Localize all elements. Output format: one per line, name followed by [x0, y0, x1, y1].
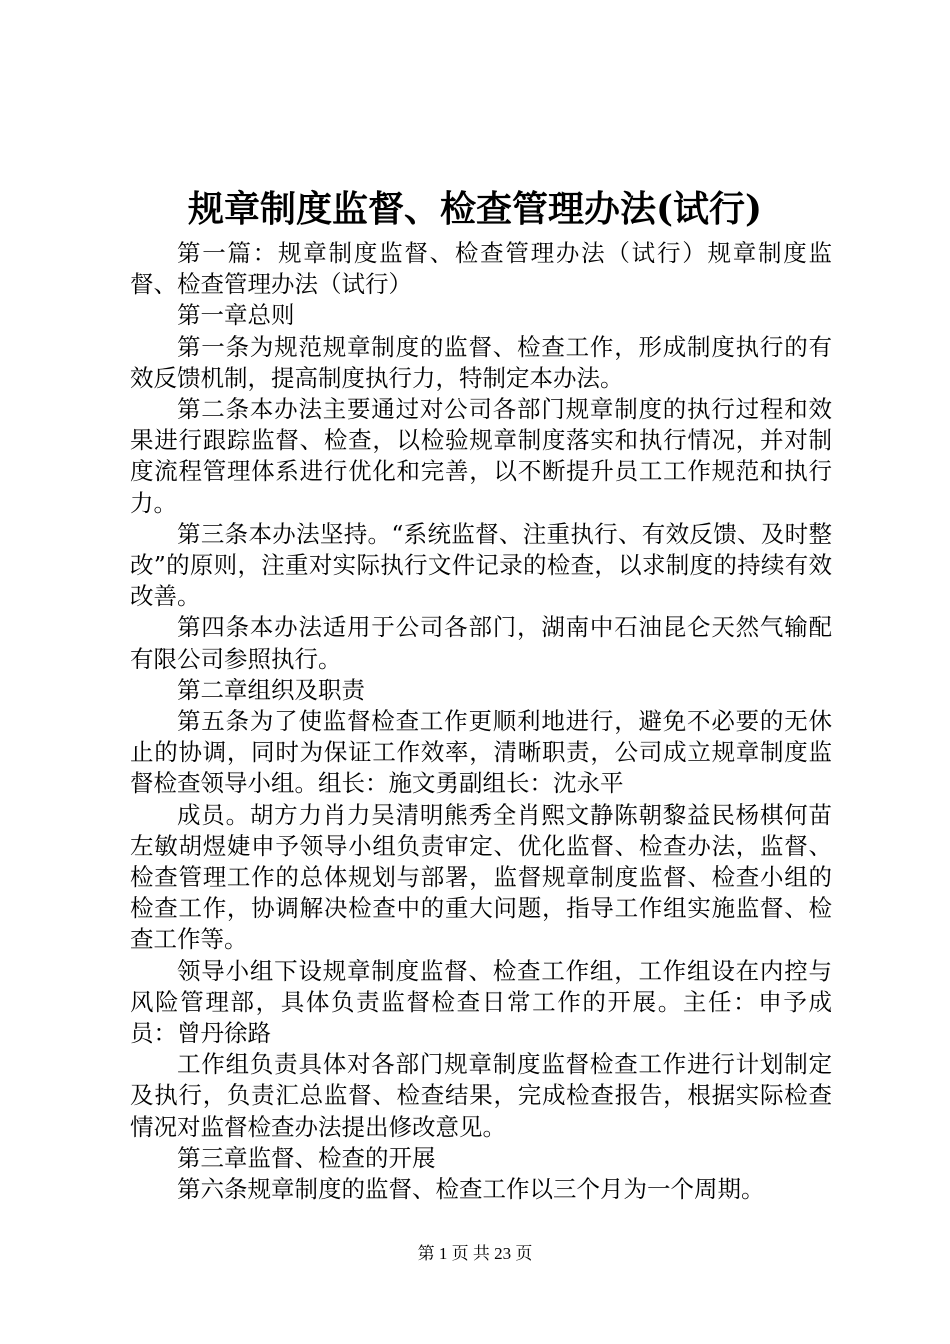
chapter-heading-1: 第一章总则 — [177, 301, 295, 330]
article-2: 第二条本办法主要通过对公司各部门规章制度的执行过程和效果进行跟踪监督、检查，以检验规章制度落实和执行情况，并对制度流程管理体系进行优化和完善，以不断提升员工工作规范和执行力。 — [130, 395, 832, 517]
working-group-paragraph: 领导小组下设规章制度监督、检查工作组，工作组设在内控与风险管理部，具体负责监督检查日常工作的开展。主任：申予成员：曾丹徐路 — [130, 956, 832, 1048]
paragraph-intro: 第一篇：规章制度监督、检查管理办法（试行）规章制度监督、检查管理办法（试行） — [130, 239, 832, 299]
article-3: 第三条本办法坚持。“系统监督、注重执行、有效反馈、及时整改”的原则，注重对实际执行文件记录的检查，以求制度的持续有效改善。 — [130, 519, 832, 611]
article-6: 第六条规章制度的监督、检查工作以三个月为一个周期。 — [177, 1175, 765, 1204]
document-body — [130, 238, 832, 1205]
article-1: 第一条为规范规章制度的监督、检查工作，形成制度执行的有效反馈机制，提高制度执行力，特制定本办法。 — [130, 332, 832, 392]
members-paragraph: 成员。胡方力肖力吴清明熊秀全肖熙文静陈朝黎益民杨棋何苗左敏胡煜婕申予领导小组负责审定、优化监督、检查办法，监督、检查管理工作的总体规划与部署，监督规章制度监督、检查小组的检查工作，协调解决检查中的重大问题，指导工作组实施监督、检查工作等。 — [130, 800, 832, 954]
article-4: 第四条本办法适用于公司各部门，湖南中石油昆仑天然气输配有限公司参照执行。 — [130, 613, 832, 673]
article-5: 第五条为了使监督检查工作更顺利地进行，避免不必要的无休止的协调，同时为保证工作效率，清晰职责，公司成立规章制度监督检查领导小组。组长：施文勇副组长：沈永平 — [130, 707, 832, 798]
chapter-heading-2: 第二章组织及职责 — [177, 675, 365, 704]
working-group-duties: 工作组负责具体对各部门规章制度监督检查工作进行计划制定及执行，负责汇总监督、检查结果，完成检查报告，根据实际检查情况对监督检查办法提出修改意见。 — [130, 1050, 832, 1141]
chapter-heading-3: 第三章监督、检查的开展 — [177, 1143, 436, 1172]
document-title: 规章制度监督、检查管理办法(试行) — [187, 188, 763, 230]
page-number-footer: 第 1 页 共 23 页 — [417, 1244, 533, 1263]
